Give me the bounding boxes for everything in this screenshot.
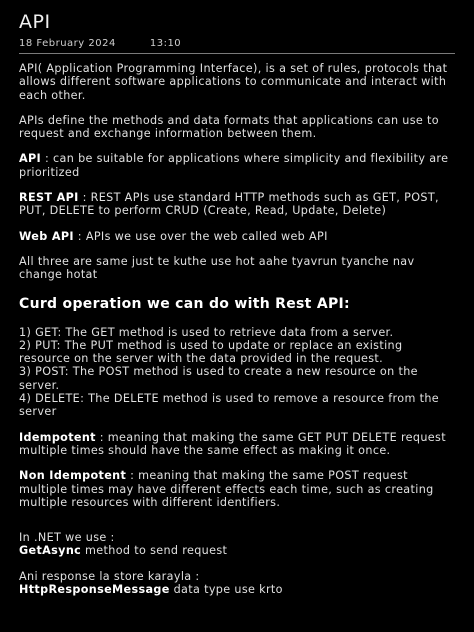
paragraph-rest-api bbox=[19, 191, 455, 218]
list-item bbox=[19, 365, 455, 392]
paragraph-idempotent bbox=[19, 431, 455, 458]
paragraph-all-three: All three are same just te kuthe use hot aahe tyavrun tyanche nav change hotat bbox=[19, 254, 415, 282]
note-time: 13:10 bbox=[149, 38, 182, 49]
idempotent-description: : meaning that making the same GET PUT DELETE request multiple times should have the same effect as making it once. bbox=[19, 430, 446, 457]
list-number: 2) bbox=[19, 338, 32, 352]
spacer bbox=[19, 521, 455, 531]
getasync-description: method to send request bbox=[81, 544, 228, 558]
term-getasync: GetAsync bbox=[19, 544, 82, 558]
web-api-description: : APIs we use over the web called web API bbox=[73, 229, 328, 243]
term-non-idempotent: Non Idempotent bbox=[19, 469, 127, 483]
note-title: API bbox=[19, 11, 51, 33]
term-idempotent: Idempotent bbox=[19, 430, 96, 444]
response-intro: Ani response la store karayla : bbox=[19, 569, 200, 583]
paragraph-api-methods: APIs define the methods and data formats that applications can use to request and exchange information between them. bbox=[19, 113, 439, 141]
note-date: 18 February 2024 bbox=[19, 38, 116, 49]
list-item bbox=[19, 326, 455, 339]
non-idempotent-description: : meaning that making the same POST request multiple times may have different effects each time, such as creating multiple resources with different identifiers. bbox=[19, 469, 434, 509]
paragraph-dotnet bbox=[19, 531, 455, 558]
list-item bbox=[19, 392, 455, 419]
list-number: 3) bbox=[19, 365, 32, 379]
term-web-api: Web API bbox=[19, 229, 74, 243]
rest-api-description: : REST APIs use standard HTTP methods such as GET, POST, PUT, DELETE to perform CRUD (Create, Read, Update, Delete) bbox=[19, 191, 439, 218]
list-text: GET: The GET method is used to retrieve data from a server. bbox=[31, 325, 394, 339]
heading-crud: Curd operation we can do with Rest API: bbox=[19, 295, 350, 312]
paragraph-web-api bbox=[19, 230, 455, 243]
list-text: PUT: The PUT method is used to update or replace an existing resource on the server with the data provided in the request. bbox=[19, 338, 403, 366]
list-item bbox=[19, 339, 455, 366]
paragraph-non-idempotent bbox=[19, 469, 455, 509]
term-httpresponsemessage: HttpResponseMessage bbox=[19, 583, 170, 597]
list-text: DELETE: The DELETE method is used to remove a resource from the server bbox=[19, 392, 440, 419]
term-rest-api: REST API bbox=[19, 191, 79, 205]
paragraph-api-definition: API( Application Programming Interface), is a set of rules, protocols that allows different software applications to communicate and interact with each other. bbox=[19, 62, 448, 102]
title-divider bbox=[19, 53, 455, 54]
crud-list bbox=[19, 326, 455, 419]
list-number: 4) bbox=[19, 392, 32, 406]
api-description: : can be suitable for applications where simplicity and flexibility are prioritized bbox=[19, 152, 449, 179]
paragraph-response bbox=[19, 570, 455, 597]
note-meta bbox=[19, 38, 455, 49]
list-number: 1) bbox=[19, 325, 32, 339]
dotnet-intro: In .NET we use : bbox=[19, 531, 115, 545]
paragraph-api bbox=[19, 152, 455, 179]
term-api: API bbox=[19, 152, 42, 166]
httpresponsemessage-description: data type use krto bbox=[169, 583, 283, 597]
list-text: POST: The POST method is used to create a new resource on the server. bbox=[19, 365, 418, 392]
